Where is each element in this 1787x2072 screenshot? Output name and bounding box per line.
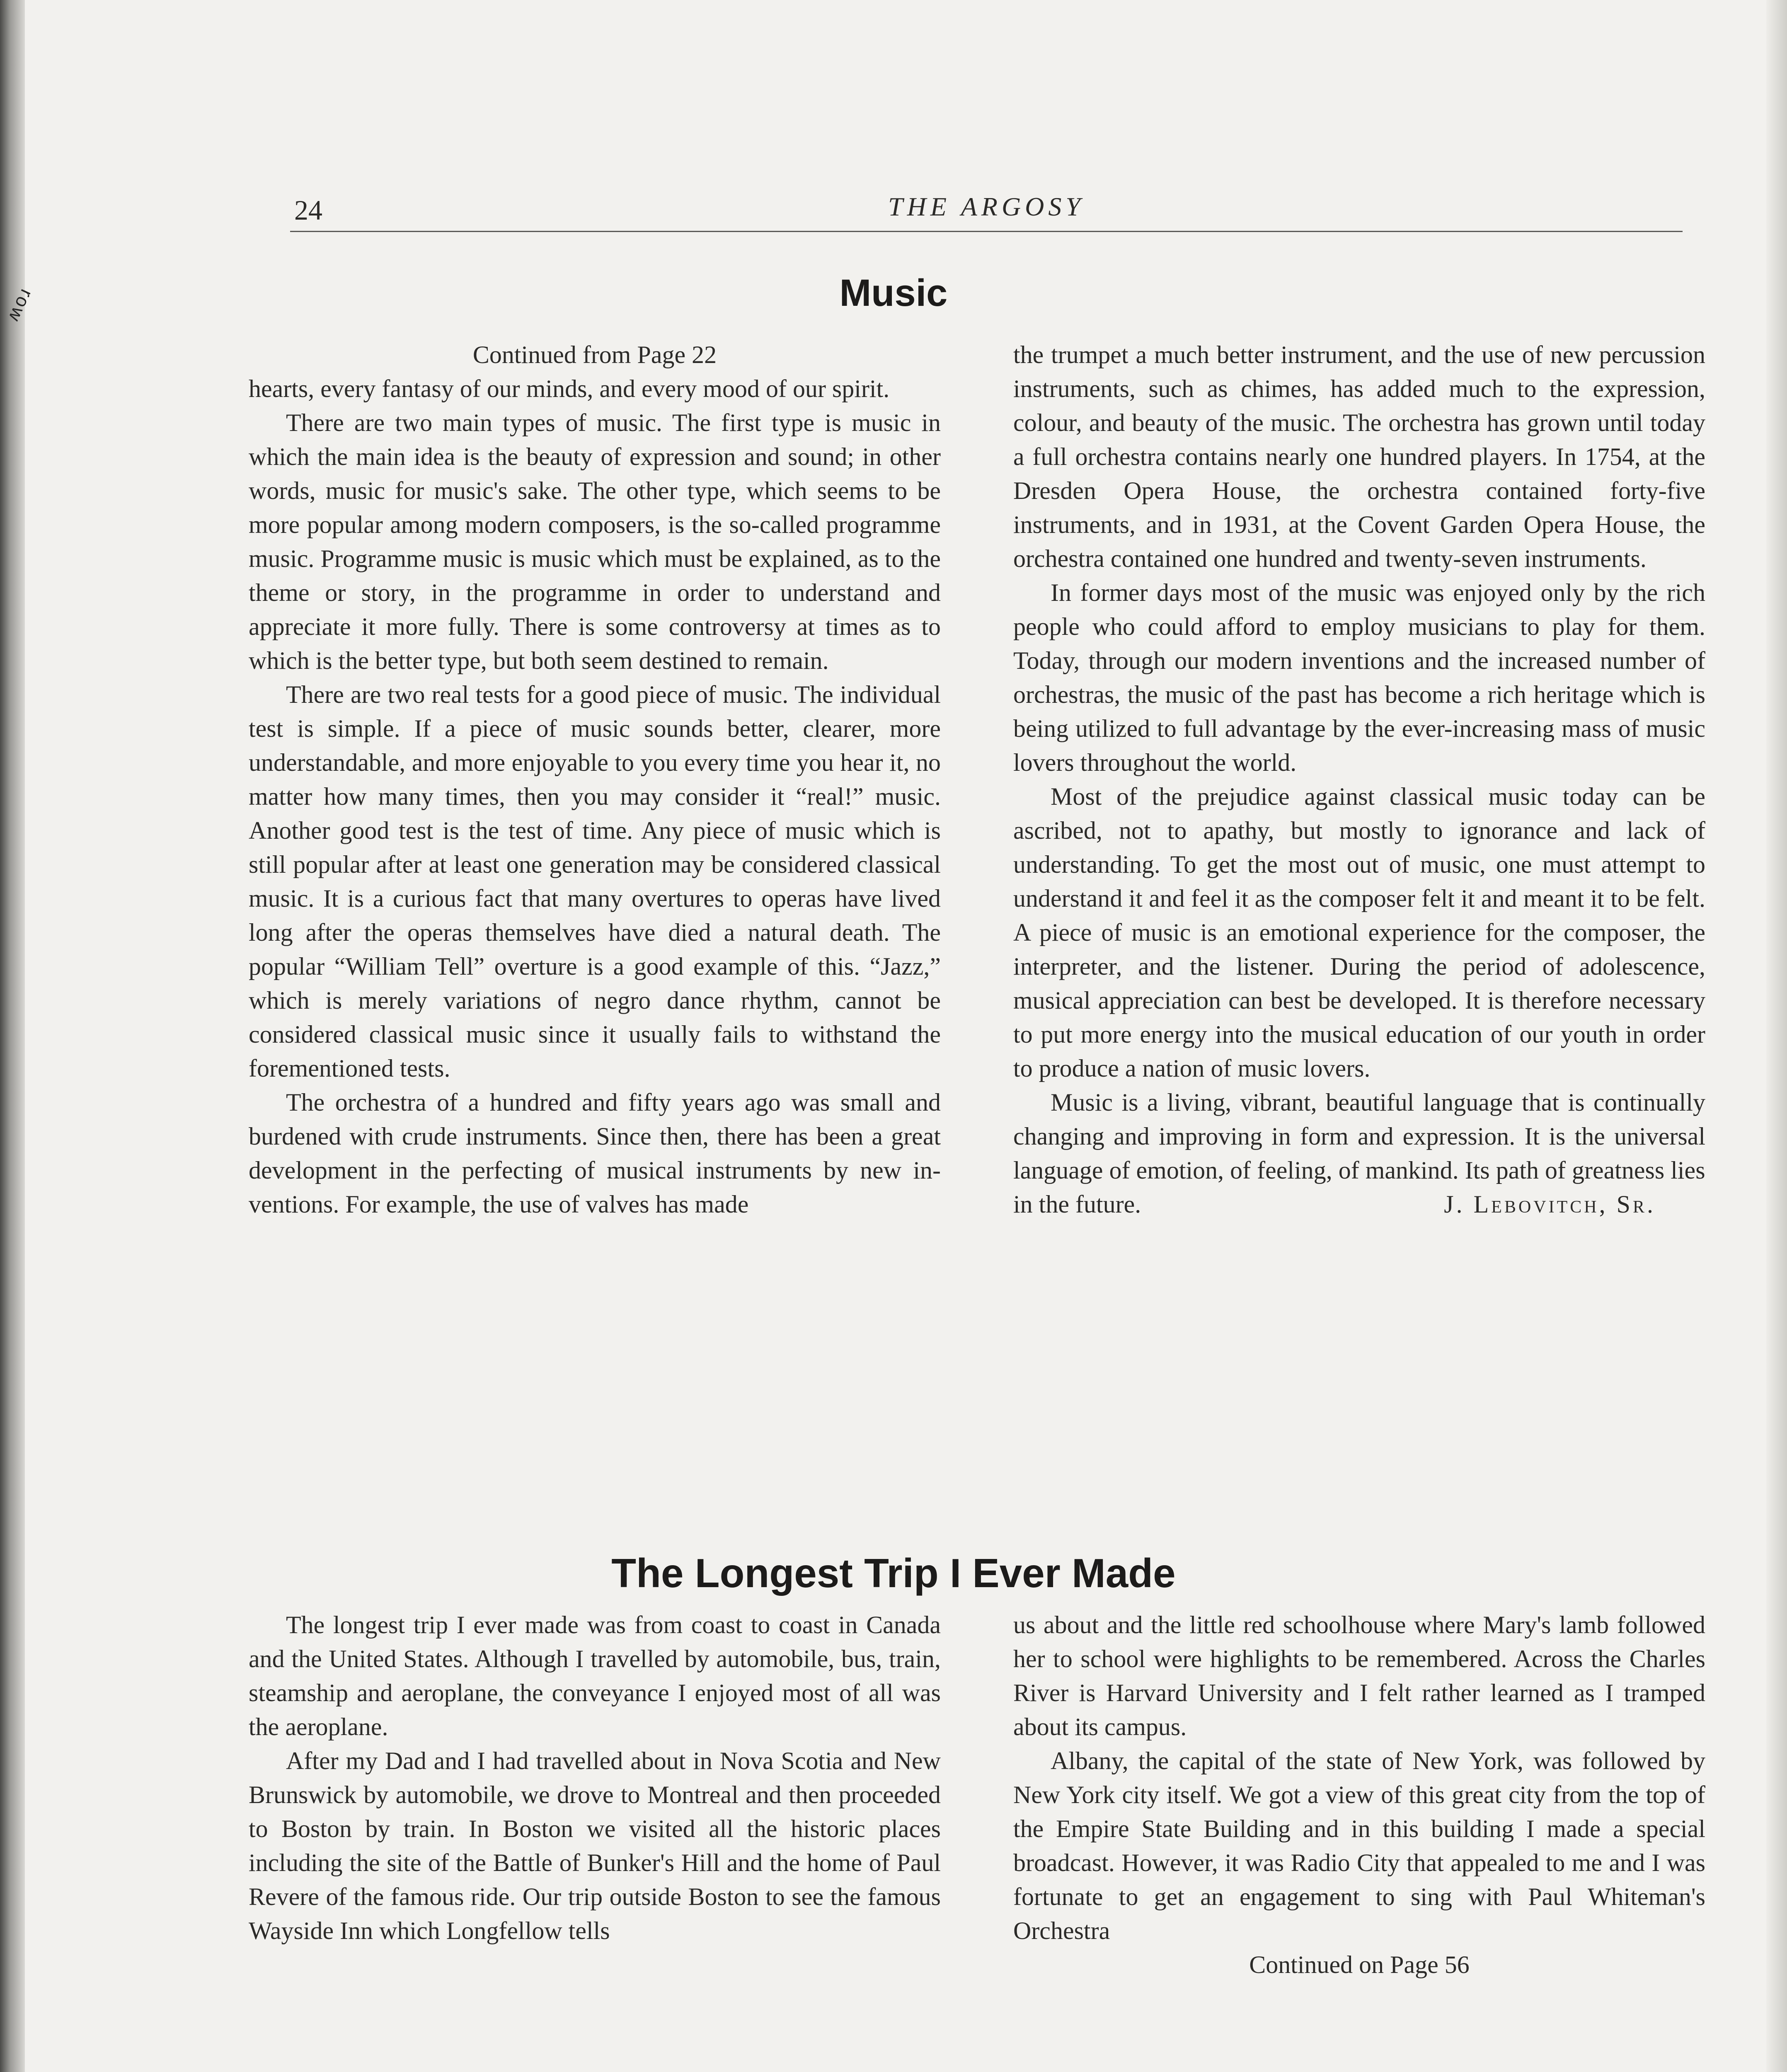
trip-article-title: The Longest Trip I Ever Made [611,1550,1176,1596]
paragraph: There are two real tests for a good piece of music. The individual test is simple. If a piece of music sounds better, clearer, more understandable, and more enjoyable to you every time you hear it, no matter how many times, then you may consider it “real!” music. Another good test is the test of time. Any piece of music which is still popular after at least one generation may be considered classical music. It is a curious fact that many overtures to operas have lived long after the operas themselves have died a natural death. The popular “William Tell” overture is a good example of this. “Jazz,” which is merely variations of negro dance rhythm, cannot be considered classical music since it usually fails to withstand the forementioned tests. [249,681,941,1082]
margin-note: ʍoɹ [2,283,36,324]
trip-right-column [1013,1608,1705,1982]
paragraph: Albany, the capital of the state of New York, was followed by New York city itself. We got a view of this great city from the top of the Empire State Building and in this building I made a special broadcast. However, it was Radio City that appealed to me and I was fortunate to get an engagement to sing with Paul Whiteman's Orchestra [1013,1747,1705,1944]
paragraph: us about and the little red schoolhouse where Mary's lamb followed her to school were highlights to be remembered. Across the Charles River is Harvard University and I felt rather learned as I tramped about its campus. [1013,1611,1705,1740]
trip-left-column [249,1608,941,1948]
paragraph: The orchestra of a hundred and fifty years ago was small and burdened with crude instruments. Since then, there has been a great development in the perfecting of musical instruments by new inventions. For example, the use of valves has made [249,1089,941,1218]
continued-from-note: Continued from Page 22 [472,341,717,368]
paragraph: hearts, every fantasy of our minds, and every mood of our spirit. [249,375,890,402]
author-signature: J. Lebovitch, Sr. [1444,1191,1656,1218]
music-article-title: Music [839,272,948,314]
continued-on-note: Continued on Page 56 [1249,1951,1470,1978]
page-header [290,186,1683,232]
paragraph: After my Dad and I had travelled about in Nova Scotia and New Brunswick by automobile, we drove to Montreal and then proceeded to Boston by train. In Boston we visited all the historic places including the site of the Battle of Bunker's Hill and the home of Paul Revere of the famous ride. Our trip outside Boston to see the famous Wayside Inn which Longfellow tells [249,1747,941,1944]
paragraph: Music is a living, vibrant, beautiful language that is continually changing and improving in form and expression. It is the universal language of emotion, of feeling, of mankind. Its path of greatness lies [1013,1089,1705,1184]
running-title: THE ARGOSY [888,192,1085,221]
paragraph: In former days most of the music was enjoyed only by the rich people who could afford to employ musicians to play for them. Today, through our modern inventions and the increased number of orchestras, the music of the past has become a rich heritage which is being utilized to full advantage by the ever-increasing mass of music lovers throughout the world. [1013,579,1705,776]
music-right-column [1013,338,1705,1221]
page-number: 24 [294,194,322,226]
paragraph: the trumpet a much better instrument, and the use of new percussion instruments, such as chimes, has added much to the expression, colour, and beauty of the music. The orchestra has grown until today a full orchestra contains nearly one hundred players. In 1754, at the Dresden Opera House, the orchestra contained forty-five instruments, and in 1931, at the Covent Garden Opera House, the orchestra contained one hundred and twenty-seven instruments. [1013,341,1705,572]
paragraph: Most of the prejudice against classical music today can be ascribed, not to apathy, but mostly to ignorance and lack of understanding. To get the most out of music, one must attempt to understand it and feel it as the composer felt it and meant it to be felt. A piece of music is an emotional experience for the composer, the interpreter, and the listener. During the period of adolescence, musical appreciation can best be developed. It is therefore necessary to put more energy into the musical education of our youth in order to produce a nation of music lovers. [1013,783,1705,1082]
music-left-column [249,338,941,1221]
closing-text: in the future. [1013,1191,1141,1218]
paragraph: There are two main types of music. The first type is music in which the main idea is the beauty of expression and sound; in other words, music for music's sake. The other type, which seems to be more popular among modern composers, is the so-called programme music. Programme music is music which must be explained, as to the theme or story, in the programme in order to understand and appreciate it more fully. There is some controversy at times as to which is the better type, but both seem destined to remain. [249,409,941,674]
paragraph: The longest trip I ever made was from coast to coast in Canada and the United States. Although I travelled by automobile, bus, train, steamship and aeroplane, the conveyance I enjoyed most of all was the aeroplane. [249,1611,941,1740]
closing-line [1013,1187,1705,1221]
header-rule [290,231,1683,232]
